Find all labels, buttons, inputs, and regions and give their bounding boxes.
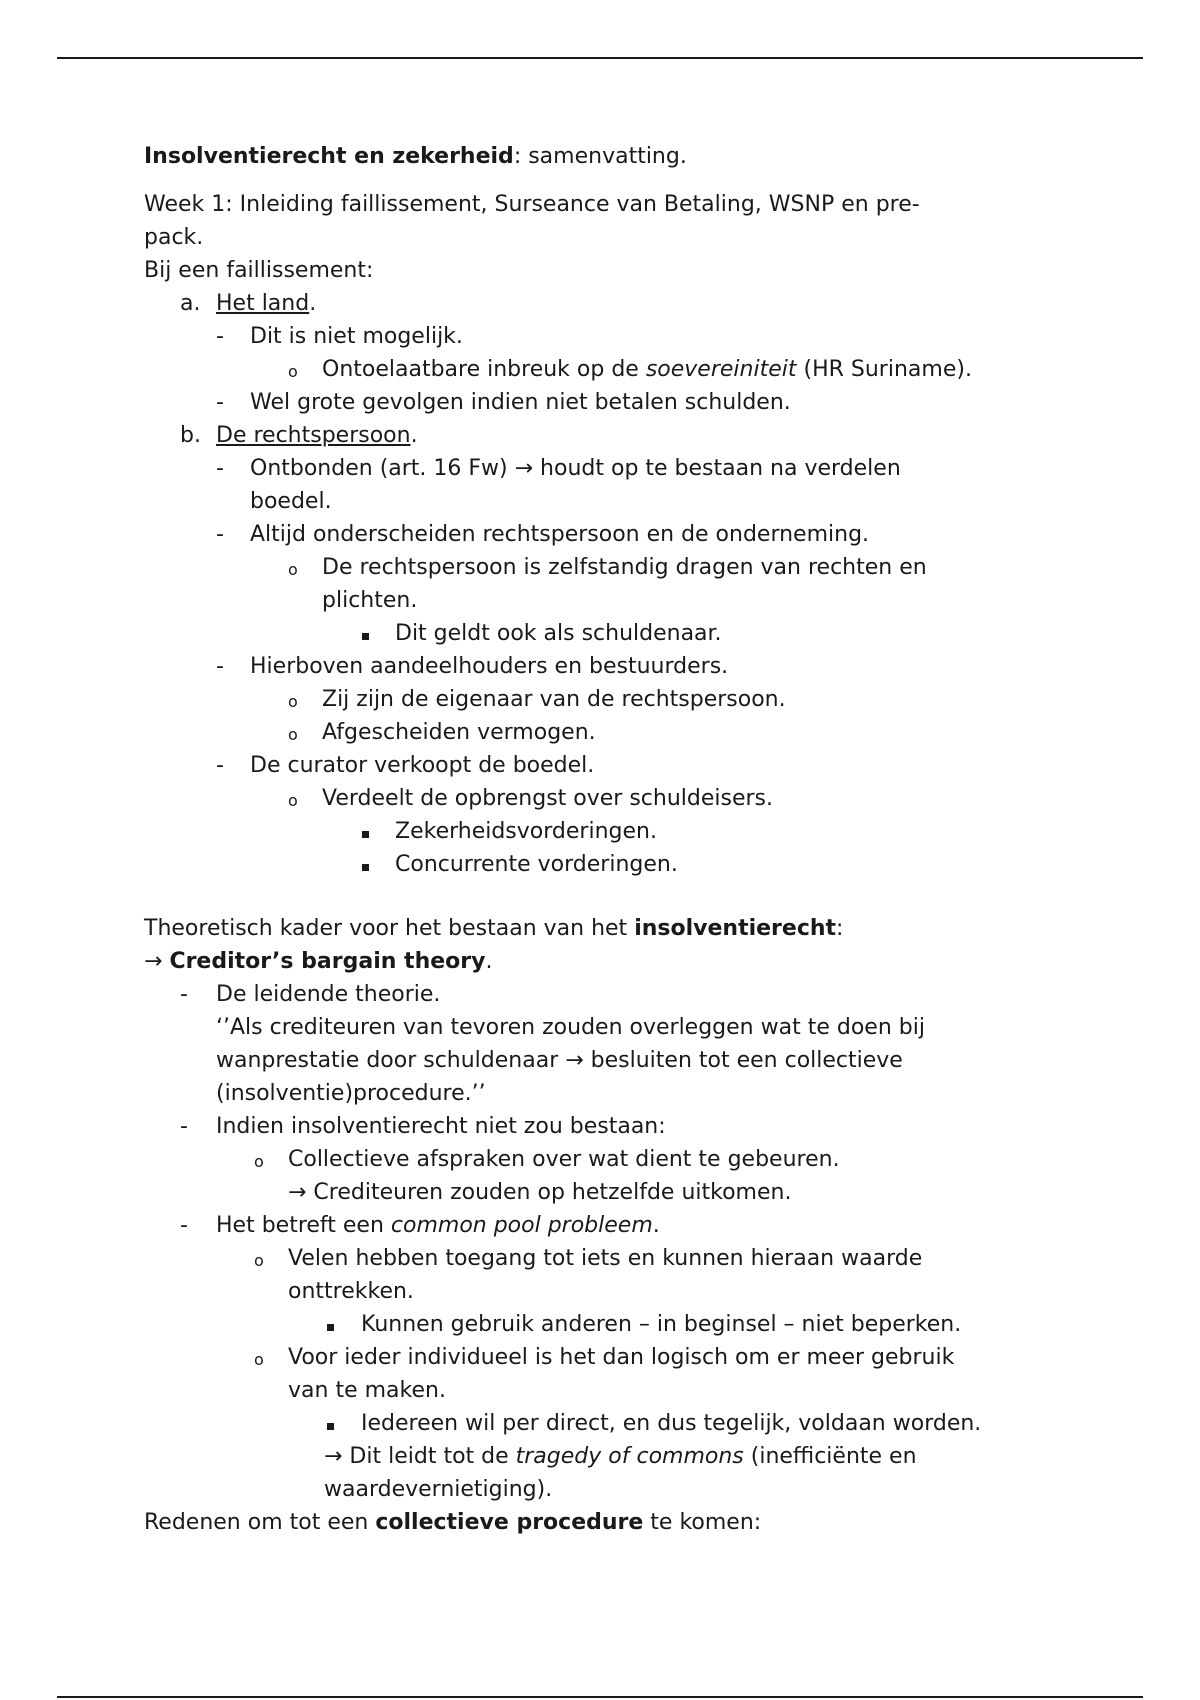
item-text: De rechtspersoon is zelfstandig dragen van rechten en (322, 555, 927, 580)
item-text: Voor ieder individueel is het dan logisch om er meer gebruik (288, 1345, 955, 1370)
list-item (144, 782, 1064, 815)
list-item (144, 551, 1064, 584)
dash-bullet: - (180, 982, 188, 1007)
item-text: Theoretisch kader voor het bestaan van het (144, 916, 635, 941)
list-item-cont (144, 485, 1064, 518)
circle-bullet: o (288, 560, 298, 579)
theory-bold: Creditor’s bargain theory (169, 949, 486, 974)
dash-bullet: - (216, 456, 224, 481)
quote-line (144, 1011, 1064, 1044)
list-item (144, 518, 1064, 551)
item-text: van te maken. (288, 1378, 446, 1403)
list-item (144, 716, 1064, 749)
list-item-cont (144, 584, 1064, 617)
list-item-cont (144, 1275, 1064, 1308)
item-text: Zij zijn de eigenaar van de rechtspersoon. (322, 687, 786, 712)
square-bullet (327, 1308, 334, 1341)
item-emphasis: common pool probleem (390, 1213, 653, 1238)
title-rest: : samenvatting. (513, 144, 687, 169)
list-item-cont (144, 1473, 1064, 1506)
dash-bullet: - (180, 1213, 188, 1238)
theory-name (144, 945, 1064, 978)
dash-bullet: - (216, 753, 224, 778)
item-text: (inefficiënte en (743, 1444, 917, 1469)
square-bullet (362, 848, 369, 881)
item-text: Dit geldt ook als schuldenaar. (395, 621, 722, 646)
circle-bullet: o (288, 725, 298, 744)
square-bullet (327, 1407, 334, 1440)
list-marker-b: b. (180, 423, 201, 448)
item-text: → Crediteuren zouden op hetzelfde uitkomen. (288, 1180, 792, 1205)
item-text: De curator verkoopt de boedel. (250, 753, 595, 778)
item-text: Velen hebben toegang tot iets en kunnen hieraan waarde (288, 1246, 923, 1271)
item-text: (HR Suriname). (796, 357, 972, 382)
arrow: → (144, 949, 170, 974)
item-text: Hierboven aandeelhouders en bestuurders. (250, 654, 729, 679)
list-item (144, 617, 1064, 650)
item-bold: collectieve procedure (375, 1510, 644, 1535)
title-bold: Insolventierecht en zekerheid (144, 144, 514, 169)
redenen-intro (144, 1506, 1064, 1539)
heading-de-rechtspersoon: De rechtspersoon (216, 423, 411, 448)
item-text: Altijd onderscheiden rechtspersoon en de onderneming. (250, 522, 870, 547)
list-marker-a: a. (180, 291, 201, 316)
list-item (144, 1242, 1064, 1275)
list-item (144, 1308, 1064, 1341)
item-text: Kunnen gebruik anderen – in beginsel – niet beperken. (361, 1312, 962, 1337)
item-text: Collectieve afspraken over wat dient te gebeuren. (288, 1147, 840, 1172)
quote-line (144, 1044, 1064, 1077)
square-bullet (362, 617, 369, 650)
list-item (144, 815, 1064, 848)
list-item (144, 848, 1064, 881)
item-text: Indien insolventierecht niet zou bestaan: (216, 1114, 666, 1139)
item-text: Het betreft een (216, 1213, 391, 1238)
header-rule (57, 57, 1143, 59)
faillissement-intro (144, 254, 1064, 287)
item-emphasis: tragedy of commons (515, 1444, 744, 1469)
document-body (144, 140, 1064, 1539)
faillissement-intro-text: Bij een faillissement: (144, 258, 374, 283)
item-text: De leidende theorie. (216, 982, 441, 1007)
dash-bullet: - (216, 324, 224, 349)
week-heading (144, 188, 1064, 221)
list-item (144, 353, 1064, 386)
punct: . (485, 949, 493, 974)
circle-bullet: o (288, 692, 298, 711)
list-item (144, 683, 1064, 716)
list-item (144, 749, 1064, 782)
dash-bullet: - (216, 654, 224, 679)
item-text: te komen: (643, 1510, 762, 1535)
quote-line (144, 1077, 1064, 1110)
dash-bullet: - (180, 1114, 188, 1139)
item-text: wanprestatie door schuldenaar → besluiten tot een collectieve (216, 1048, 903, 1073)
item-text: Afgescheiden vermogen. (322, 720, 596, 745)
list-item (144, 978, 1064, 1011)
circle-bullet: o (288, 362, 298, 381)
item-text: Concurrente vorderingen. (395, 852, 678, 877)
list-item (144, 320, 1064, 353)
item-text: Redenen om tot een (144, 1510, 376, 1535)
item-text: : (836, 916, 844, 941)
list-item (144, 1341, 1064, 1374)
circle-bullet: o (254, 1251, 264, 1270)
item-emphasis: soevereiniteit (645, 357, 797, 382)
item-text: Iedereen wil per direct, en dus tegelijk, voldaan worden. (361, 1411, 982, 1436)
item-text: → Dit leidt tot de (324, 1444, 516, 1469)
item-text: Ontbonden (art. 16 Fw) → houdt op te bestaan na verdelen (250, 456, 901, 481)
item-text: . (652, 1213, 660, 1238)
item-text: waardevernietiging). (324, 1477, 553, 1502)
list-item (144, 1110, 1064, 1143)
dash-bullet: - (216, 390, 224, 415)
item-text: Zekerheidsvorderingen. (395, 819, 657, 844)
footer-rule (57, 1696, 1143, 1698)
dash-bullet: - (216, 522, 224, 547)
item-text: Wel grote gevolgen indien niet betalen schulden. (250, 390, 791, 415)
item-bold: insolventierecht (634, 916, 837, 941)
list-item-b (144, 419, 1064, 452)
punct: . (410, 423, 418, 448)
item-text: onttrekken. (288, 1279, 414, 1304)
list-item-a (144, 287, 1064, 320)
week-heading-cont (144, 221, 1064, 254)
square-bullet (362, 815, 369, 848)
document-title (144, 140, 1064, 173)
list-item (144, 1209, 1064, 1242)
list-item (144, 1143, 1064, 1176)
item-text: plichten. (322, 588, 418, 613)
circle-bullet: o (254, 1350, 264, 1369)
theorie-intro (144, 912, 1064, 945)
list-item (144, 1407, 1064, 1440)
list-item (144, 452, 1064, 485)
list-item (144, 386, 1064, 419)
item-text: Ontoelaatbare inbreuk op de (322, 357, 646, 382)
list-item-cont (144, 1374, 1064, 1407)
item-text: (insolventie)procedure.’’ (216, 1081, 486, 1106)
list-item-cont (144, 1440, 1064, 1473)
circle-bullet: o (288, 791, 298, 810)
heading-het-land: Het land (216, 291, 310, 316)
item-text: Dit is niet mogelijk. (250, 324, 463, 349)
punct: . (309, 291, 317, 316)
list-item (144, 650, 1064, 683)
item-text: ‘’Als crediteuren van tevoren zouden overleggen wat te doen bij (216, 1015, 925, 1040)
circle-bullet: o (254, 1152, 264, 1171)
item-text: Verdeelt de opbrengst over schuldeisers. (322, 786, 773, 811)
item-text: boedel. (250, 489, 332, 514)
list-item-cont (144, 1176, 1064, 1209)
week-line-2: pack. (144, 225, 204, 250)
week-line-1: Week 1: Inleiding faillissement, Surseance van Betaling, WSNP en pre- (144, 192, 920, 217)
